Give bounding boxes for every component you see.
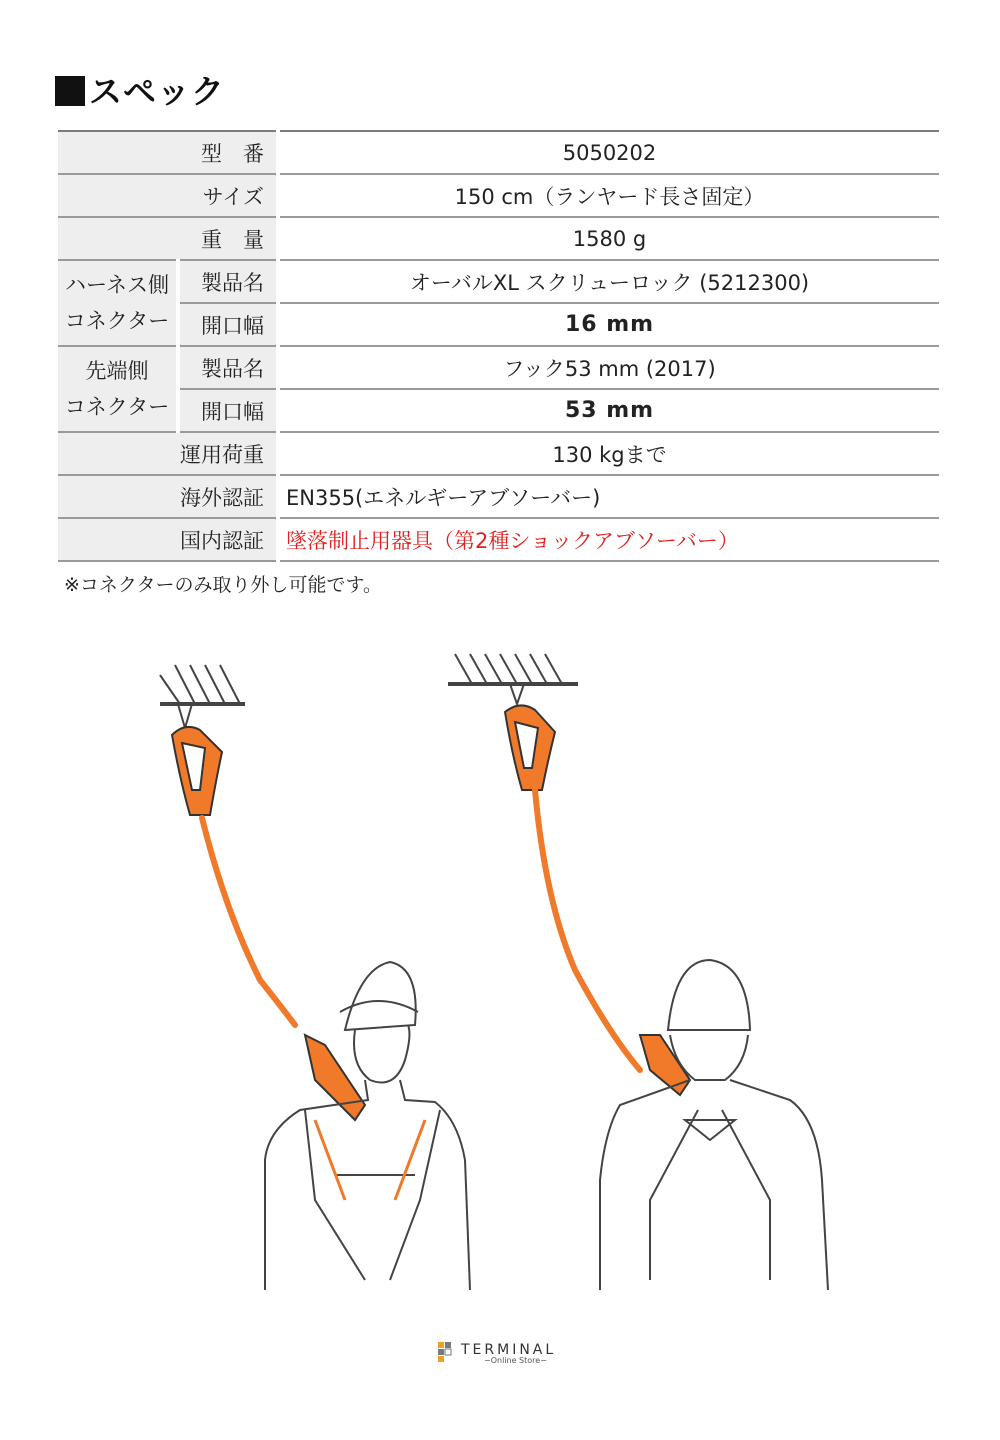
harness-group-label-2: コネクター bbox=[64, 309, 170, 333]
load-value: 130 kgまで bbox=[278, 432, 939, 475]
domestic-cert-label: 国内認証 bbox=[58, 518, 278, 561]
hook-left bbox=[172, 727, 222, 815]
tip-group-label-1: 先端側 bbox=[85, 359, 149, 383]
absorber-right bbox=[640, 1035, 690, 1095]
square-icon bbox=[55, 76, 85, 106]
harness-opening-value: 16 mm bbox=[278, 303, 939, 346]
lanyard-usage-illustration bbox=[150, 640, 850, 1310]
table-row bbox=[58, 174, 939, 217]
overseas-cert-label: 海外認証 bbox=[58, 475, 278, 518]
size-value: 150 cm（ランヤード長さ固定） bbox=[278, 174, 939, 217]
table-row bbox=[58, 389, 939, 432]
harness-group-label-1: ハーネス側 bbox=[65, 273, 169, 297]
weight-label: 重 量 bbox=[58, 217, 278, 260]
model-value: 5050202 bbox=[278, 131, 939, 174]
spec-table bbox=[58, 130, 939, 562]
logo-subtitle: −Online Store− bbox=[484, 1356, 547, 1365]
terminal-logo-icon bbox=[438, 1342, 458, 1362]
table-row bbox=[58, 346, 939, 389]
table-row bbox=[58, 131, 939, 174]
size-label: サイズ bbox=[58, 174, 278, 217]
logo-name: TERMINAL bbox=[461, 1342, 557, 1358]
load-label: 運用荷重 bbox=[58, 432, 278, 475]
weight-value: 1580 g bbox=[278, 217, 939, 260]
tip-connector-group bbox=[58, 346, 178, 432]
tip-name-label: 製品名 bbox=[178, 346, 278, 389]
page-title-text: スペック bbox=[89, 72, 225, 111]
footnote: ※コネクターのみ取り外し可能です。 bbox=[64, 574, 383, 596]
worker-front bbox=[265, 962, 470, 1290]
tip-opening-value: 53 mm bbox=[278, 389, 939, 432]
domestic-cert-value: 墜落制止用器具（第2種ショックアブソーバー） bbox=[278, 518, 939, 561]
anchor-beam-right bbox=[448, 654, 578, 704]
lanyard-left bbox=[202, 818, 295, 1025]
table-row bbox=[58, 432, 939, 475]
model-label: 型 番 bbox=[58, 131, 278, 174]
harness-opening-label: 開口幅 bbox=[178, 303, 278, 346]
table-row bbox=[58, 260, 939, 303]
harness-name-value: オーバルXL スクリューロック (5212300) bbox=[278, 260, 939, 303]
harness-connector-group bbox=[58, 260, 178, 346]
worker-back bbox=[600, 960, 828, 1290]
lanyard-right bbox=[535, 790, 640, 1070]
table-row bbox=[58, 475, 939, 518]
anchor-beam-left bbox=[160, 665, 245, 728]
table-row bbox=[58, 518, 939, 561]
hook-right bbox=[505, 705, 555, 790]
harness-name-label: 製品名 bbox=[178, 260, 278, 303]
table-row bbox=[58, 303, 939, 346]
overseas-cert-value: EN355(エネルギーアブソーバー) bbox=[278, 475, 939, 518]
page-title bbox=[55, 66, 225, 113]
tip-opening-label: 開口幅 bbox=[178, 389, 278, 432]
tip-name-value: フック53 mm (2017) bbox=[278, 346, 939, 389]
table-row bbox=[58, 217, 939, 260]
tip-group-label-2: コネクター bbox=[64, 395, 170, 419]
